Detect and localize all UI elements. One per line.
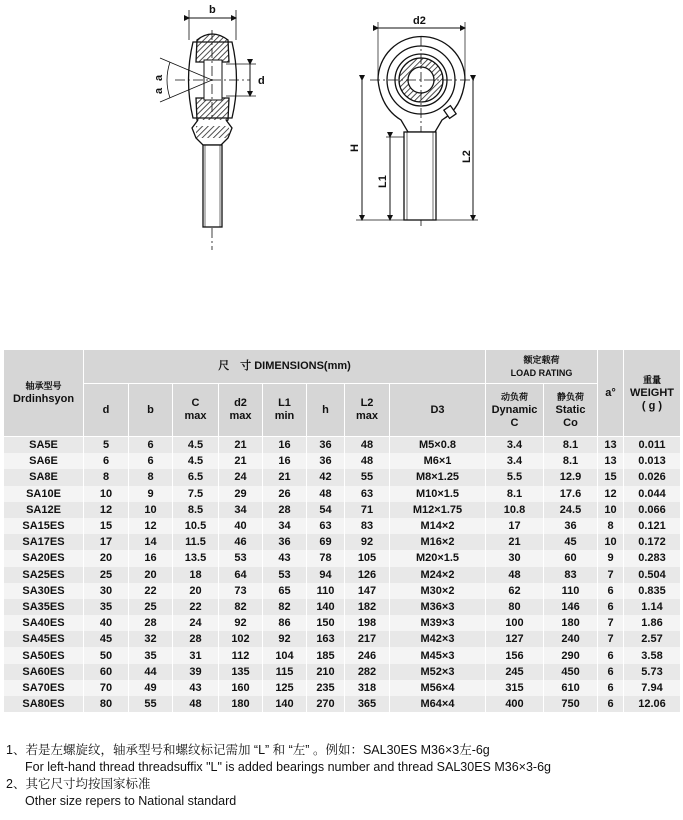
label-L1: L1 [377, 175, 389, 188]
header-c: C max [173, 384, 219, 437]
table-cell: M56×4 [390, 680, 486, 696]
table-cell: 0.066 [624, 502, 681, 518]
table-cell: 20 [129, 567, 173, 583]
table-cell: 1.86 [624, 615, 681, 631]
table-cell: 0.835 [624, 583, 681, 599]
table-cell-model: SA50ES [4, 647, 84, 663]
table-cell: 21 [263, 469, 307, 485]
table-cell: 40 [219, 518, 263, 534]
table-cell: 0.044 [624, 486, 681, 502]
table-cell: 83 [345, 518, 390, 534]
table-cell: 60 [84, 664, 129, 680]
table-cell: M20×1.5 [390, 550, 486, 566]
table-cell: 22 [129, 583, 173, 599]
table-cell: 180 [544, 615, 598, 631]
table-cell: 64 [219, 567, 263, 583]
table-cell: 48 [345, 437, 390, 454]
technical-drawings [0, 0, 683, 300]
table-cell: 24 [173, 615, 219, 631]
table-cell: 80 [84, 696, 129, 712]
table-cell: 5.73 [624, 664, 681, 680]
table-cell: 100 [486, 615, 544, 631]
table-cell: 9 [598, 550, 624, 566]
table-cell: 36 [263, 534, 307, 550]
table-cell: 48 [486, 567, 544, 583]
table-cell: 127 [486, 631, 544, 647]
header-b: b [129, 384, 173, 437]
table-cell: 7 [598, 631, 624, 647]
table-cell-model: SA17ES [4, 534, 84, 550]
table-cell: M8×1.25 [390, 469, 486, 485]
table-cell: M39×3 [390, 615, 486, 631]
table-cell: 48 [173, 696, 219, 712]
table-cell: 0.121 [624, 518, 681, 534]
table-cell: 156 [486, 647, 544, 663]
table-cell: M24×2 [390, 567, 486, 583]
table-cell-model: SA70ES [4, 680, 84, 696]
label-b: b [209, 4, 216, 16]
table-cell: 36 [307, 437, 345, 454]
table-cell: M10×1.5 [390, 486, 486, 502]
table-cell: 22 [173, 599, 219, 615]
table-cell: 3.4 [486, 437, 544, 454]
table-cell: 34 [263, 518, 307, 534]
table-cell: 16 [263, 453, 307, 469]
table-cell: 65 [263, 583, 307, 599]
table-row [4, 696, 681, 712]
table-cell: 45 [84, 631, 129, 647]
table-cell: 140 [307, 599, 345, 615]
header-load-rating: 额定载荷 LOAD RATING [486, 350, 598, 384]
label-a1: a [153, 87, 165, 94]
table-cell: 62 [486, 583, 544, 599]
table-cell: 11.5 [173, 534, 219, 550]
table-cell: 35 [129, 647, 173, 663]
table-cell: 6 [598, 664, 624, 680]
table-cell: 4.5 [173, 453, 219, 469]
table-cell: M30×2 [390, 583, 486, 599]
front-view-drawing [356, 22, 478, 228]
table-cell: 8 [84, 469, 129, 485]
table-row [4, 664, 681, 680]
table-cell: 43 [173, 680, 219, 696]
table-cell: 282 [345, 664, 390, 680]
table-cell: 43 [263, 550, 307, 566]
table-cell: 246 [345, 647, 390, 663]
table-cell: 8.5 [173, 502, 219, 518]
table-cell: 80 [486, 599, 544, 615]
table-cell: 185 [307, 647, 345, 663]
table-cell: 198 [345, 615, 390, 631]
table-cell: 10.8 [486, 502, 544, 518]
table-row [4, 550, 681, 566]
table-cell: 46 [219, 534, 263, 550]
table-cell: 63 [307, 518, 345, 534]
table-cell: 610 [544, 680, 598, 696]
table-cell: 135 [219, 664, 263, 680]
table-cell: 10.5 [173, 518, 219, 534]
table-cell: 14 [129, 534, 173, 550]
table-cell: 182 [345, 599, 390, 615]
header-dynamic: 动负荷 Dynamic C [486, 384, 544, 437]
table-cell: 8.1 [544, 437, 598, 454]
table-row [4, 534, 681, 550]
table-cell: 20 [173, 583, 219, 599]
note-2-zh: 2、其它尺寸均按国家标准 [6, 777, 151, 791]
table-cell: 10 [598, 534, 624, 550]
table-row [4, 615, 681, 631]
table-cell: 315 [486, 680, 544, 696]
table-cell: 8.1 [486, 486, 544, 502]
table-cell: 92 [219, 615, 263, 631]
table-cell: 16 [263, 437, 307, 454]
table-cell: 48 [307, 486, 345, 502]
table-row [4, 437, 681, 454]
table-cell: 6 [84, 453, 129, 469]
header-model: 轴承型号 Drdinhsyon [4, 350, 84, 437]
table-cell: 34 [219, 502, 263, 518]
table-cell-model: SA20ES [4, 550, 84, 566]
header-d: d [84, 384, 129, 437]
table-cell: 16 [129, 550, 173, 566]
table-row [4, 469, 681, 485]
table-cell: M12×1.75 [390, 502, 486, 518]
table-cell: 217 [345, 631, 390, 647]
table-cell: 24.5 [544, 502, 598, 518]
note-1-zh: 1、若是左螺旋纹，轴承型号和螺纹标记需加 “L” 和 “左” 。例如：SAL30ES M36×3左-6g [6, 743, 490, 757]
table-cell: 2.57 [624, 631, 681, 647]
table-cell: 6 [598, 680, 624, 696]
table-row [4, 583, 681, 599]
table-cell: M36×3 [390, 599, 486, 615]
table-cell-model: SA6E [4, 453, 84, 469]
table-cell: 18 [173, 567, 219, 583]
table-cell: 13 [598, 453, 624, 469]
table-cell: 7 [598, 567, 624, 583]
table-cell: 110 [544, 583, 598, 599]
table-cell: 71 [345, 502, 390, 518]
table-cell: 25 [129, 599, 173, 615]
table-cell-model: SA30ES [4, 583, 84, 599]
table-cell: 13 [598, 437, 624, 454]
table-cell: 86 [263, 615, 307, 631]
table-cell: 94 [307, 567, 345, 583]
table-cell: M64×4 [390, 696, 486, 712]
table-cell: 3.4 [486, 453, 544, 469]
side-view-drawing [160, 10, 256, 250]
table-cell: 104 [263, 647, 307, 663]
table-cell: 17 [486, 518, 544, 534]
label-d2: d2 [413, 15, 426, 27]
table-cell: 35 [84, 599, 129, 615]
table-cell: 31 [173, 647, 219, 663]
table-cell: 10 [598, 502, 624, 518]
table-cell: 0.504 [624, 567, 681, 583]
note-2-en: Other size repers to National standard [25, 794, 237, 808]
table-cell: 17.6 [544, 486, 598, 502]
table-cell: 44 [129, 664, 173, 680]
table-cell: 15 [84, 518, 129, 534]
table-cell: 0.026 [624, 469, 681, 485]
header-d3: D3 [390, 384, 486, 437]
table-cell: 30 [84, 583, 129, 599]
table-cell: 1.14 [624, 599, 681, 615]
table-cell-model: SA15ES [4, 518, 84, 534]
table-cell: 48 [345, 453, 390, 469]
table-cell: 750 [544, 696, 598, 712]
table-cell-model: SA80ES [4, 696, 84, 712]
table-cell: 147 [345, 583, 390, 599]
table-cell: M52×3 [390, 664, 486, 680]
table-cell: 82 [219, 599, 263, 615]
table-cell: 28 [129, 615, 173, 631]
table-cell: 36 [307, 453, 345, 469]
table-cell: 73 [219, 583, 263, 599]
table-cell: 112 [219, 647, 263, 663]
table-cell-model: SA10E [4, 486, 84, 502]
table-cell: 42 [307, 469, 345, 485]
table-cell-model: SA5E [4, 437, 84, 454]
table-cell: 12 [598, 486, 624, 502]
table-cell-model: SA40ES [4, 615, 84, 631]
table-cell: 240 [544, 631, 598, 647]
table-cell: 6 [598, 647, 624, 663]
header-l1: L1 min [263, 384, 307, 437]
label-d: d [258, 75, 265, 87]
table-row [4, 680, 681, 696]
table-cell: 24 [219, 469, 263, 485]
table-cell: 6.5 [173, 469, 219, 485]
table-cell: 318 [345, 680, 390, 696]
table-body [4, 437, 681, 713]
table-cell: 115 [263, 664, 307, 680]
header-h: h [307, 384, 345, 437]
table-cell: 105 [345, 550, 390, 566]
table-cell: 20 [84, 550, 129, 566]
table-cell: 15 [598, 469, 624, 485]
table-cell: M14×2 [390, 518, 486, 534]
table-cell: 25 [84, 567, 129, 583]
table-cell: 49 [129, 680, 173, 696]
table-cell: 69 [307, 534, 345, 550]
table-cell: 55 [345, 469, 390, 485]
table-cell: M42×3 [390, 631, 486, 647]
table-cell: 7.5 [173, 486, 219, 502]
table-cell: 365 [345, 696, 390, 712]
table-cell: 110 [307, 583, 345, 599]
table-cell-model: SA12E [4, 502, 84, 518]
table-cell: 26 [263, 486, 307, 502]
table-cell: 160 [219, 680, 263, 696]
header-angle: a° [598, 350, 624, 437]
table-cell: M5×0.8 [390, 437, 486, 454]
table-cell: 83 [544, 567, 598, 583]
table-cell: 146 [544, 599, 598, 615]
table-cell: 10 [129, 502, 173, 518]
table-row [4, 453, 681, 469]
table-cell: 78 [307, 550, 345, 566]
table-cell: 150 [307, 615, 345, 631]
table-cell: 6 [598, 696, 624, 712]
table-cell: 180 [219, 696, 263, 712]
table-row [4, 599, 681, 615]
table-cell: 12.9 [544, 469, 598, 485]
table-row [4, 486, 681, 502]
table-cell-model: SA25ES [4, 567, 84, 583]
label-H: H [349, 144, 361, 152]
table-cell: 450 [544, 664, 598, 680]
table-cell: 6 [129, 437, 173, 454]
table-cell: 6 [129, 453, 173, 469]
table-cell: 163 [307, 631, 345, 647]
table-cell: 125 [263, 680, 307, 696]
table-cell: 39 [173, 664, 219, 680]
header-static: 静负荷 Static Co [544, 384, 598, 437]
table-cell: 12 [129, 518, 173, 534]
table-cell: 6 [598, 583, 624, 599]
table-cell: 8.1 [544, 453, 598, 469]
table-cell: 245 [486, 664, 544, 680]
specification-table [3, 349, 681, 712]
table-cell: 70 [84, 680, 129, 696]
table-cell: M16×2 [390, 534, 486, 550]
table-cell: 5 [84, 437, 129, 454]
table-cell: 36 [544, 518, 598, 534]
table-cell: 53 [263, 567, 307, 583]
table-cell: 21 [219, 437, 263, 454]
table-cell: 28 [173, 631, 219, 647]
table-cell: 4.5 [173, 437, 219, 454]
table-cell-model: SA60ES [4, 664, 84, 680]
footnotes [6, 742, 676, 810]
table-cell: 0.172 [624, 534, 681, 550]
table-cell: 7 [598, 615, 624, 631]
table-cell: 32 [129, 631, 173, 647]
table-cell: 13.5 [173, 550, 219, 566]
table-row [4, 647, 681, 663]
note-1-en: For left-hand thread threadsuffix "L" is added bearings number and thread SAL30ES M36×3-6g [25, 760, 551, 774]
table-cell: 45 [544, 534, 598, 550]
table-cell: 210 [307, 664, 345, 680]
table-cell: M45×3 [390, 647, 486, 663]
table-cell: 82 [263, 599, 307, 615]
table-cell: 21 [219, 453, 263, 469]
table-cell: 126 [345, 567, 390, 583]
table-cell: 0.013 [624, 453, 681, 469]
table-row [4, 631, 681, 647]
header-l2: L2 max [345, 384, 390, 437]
table-cell: 140 [263, 696, 307, 712]
table-cell: 102 [219, 631, 263, 647]
table-row [4, 518, 681, 534]
table-cell-model: SA35ES [4, 599, 84, 615]
table-cell: 270 [307, 696, 345, 712]
table-cell: 28 [263, 502, 307, 518]
table-cell: 30 [486, 550, 544, 566]
table-cell-model: SA45ES [4, 631, 84, 647]
table-cell: 60 [544, 550, 598, 566]
table-cell-model: SA8E [4, 469, 84, 485]
table-cell: M6×1 [390, 453, 486, 469]
table-cell: 21 [486, 534, 544, 550]
table-cell: 3.58 [624, 647, 681, 663]
table-cell: 5.5 [486, 469, 544, 485]
table-cell: 8 [129, 469, 173, 485]
table-cell: 0.283 [624, 550, 681, 566]
table-cell: 290 [544, 647, 598, 663]
table-cell: 0.011 [624, 437, 681, 454]
table-cell: 7.94 [624, 680, 681, 696]
table-cell: 17 [84, 534, 129, 550]
table-cell: 10 [84, 486, 129, 502]
header-dimensions: 尺 寸 DIMENSIONS(mm) [84, 350, 486, 384]
table-cell: 53 [219, 550, 263, 566]
header-d2: d2 max [219, 384, 263, 437]
table-cell: 6 [598, 599, 624, 615]
label-L2: L2 [461, 150, 473, 163]
table-cell: 12.06 [624, 696, 681, 712]
table-cell: 63 [345, 486, 390, 502]
header-weight: 重量 WEIGHT ( g ) [624, 350, 681, 437]
table-cell: 50 [84, 647, 129, 663]
table-cell: 235 [307, 680, 345, 696]
table-cell: 55 [129, 696, 173, 712]
table-cell: 92 [263, 631, 307, 647]
table-cell: 29 [219, 486, 263, 502]
table-cell: 40 [84, 615, 129, 631]
table-row [4, 502, 681, 518]
table-cell: 400 [486, 696, 544, 712]
table-cell: 12 [84, 502, 129, 518]
label-a2: a [153, 74, 165, 81]
table-cell: 92 [345, 534, 390, 550]
table-cell: 8 [598, 518, 624, 534]
table-cell: 54 [307, 502, 345, 518]
table-row [4, 567, 681, 583]
table-cell: 9 [129, 486, 173, 502]
